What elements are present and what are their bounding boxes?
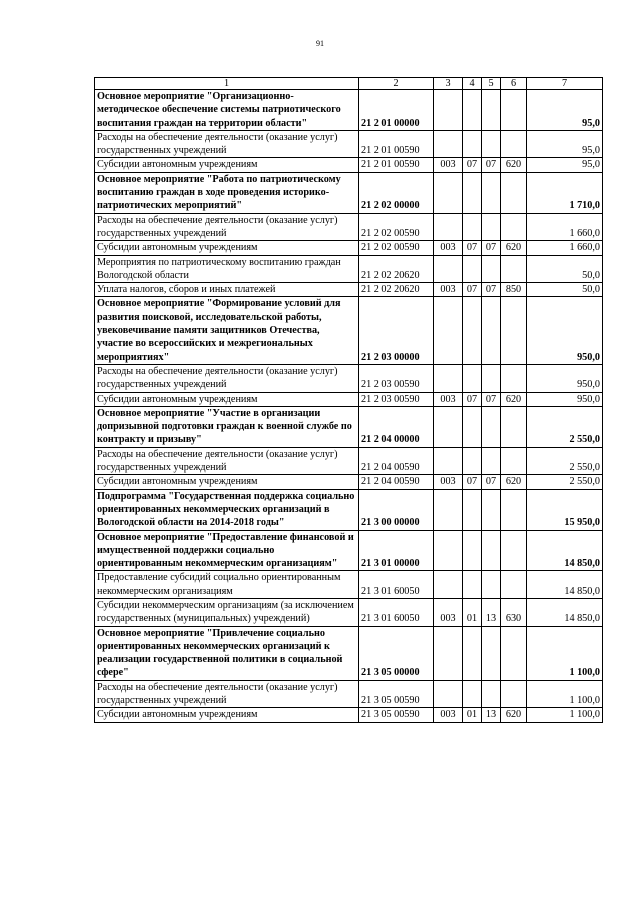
code-cell: 21 3 01 60050 bbox=[359, 571, 434, 599]
amount-cell: 14 850,0 bbox=[527, 530, 603, 571]
table-header-row bbox=[95, 78, 603, 90]
amount-cell: 950,0 bbox=[527, 297, 603, 364]
code-cell: 21 2 04 00000 bbox=[359, 406, 434, 447]
expense-type-cell bbox=[501, 90, 527, 131]
code-cell: 21 2 03 00590 bbox=[359, 364, 434, 392]
expense-type-cell: 620 bbox=[501, 158, 527, 172]
row-name-cell: Основное мероприятие "Привлечение социально ориентированных некоммерческих организаций к реализации государственной политики в социальной сфере" bbox=[95, 626, 359, 680]
admin-code-cell bbox=[434, 90, 463, 131]
expense-type-cell bbox=[501, 255, 527, 283]
table-row bbox=[95, 255, 603, 283]
table-row bbox=[95, 297, 603, 364]
code-cell: 21 3 01 00000 bbox=[359, 530, 434, 571]
table-row bbox=[95, 392, 603, 406]
amount-cell: 2 550,0 bbox=[527, 475, 603, 489]
admin-code-cell bbox=[434, 489, 463, 530]
amount-cell: 1 100,0 bbox=[527, 708, 603, 722]
amount-cell: 50,0 bbox=[527, 283, 603, 297]
code-cell: 21 2 01 00590 bbox=[359, 130, 434, 158]
table-row bbox=[95, 90, 603, 131]
amount-cell: 1 710,0 bbox=[527, 172, 603, 213]
row-name-cell: Расходы на обеспечение деятельности (оказание услуг) государственных учреждений bbox=[95, 447, 359, 475]
column-header: 5 bbox=[482, 78, 501, 90]
amount-cell: 2 550,0 bbox=[527, 447, 603, 475]
expense-type-cell bbox=[501, 447, 527, 475]
row-name-cell: Расходы на обеспечение деятельности (оказание услуг) государственных учреждений bbox=[95, 213, 359, 241]
row-name-cell: Субсидии автономным учреждениям bbox=[95, 708, 359, 722]
admin-code-cell: 003 bbox=[434, 475, 463, 489]
subsection-cell: 13 bbox=[482, 708, 501, 722]
section-cell bbox=[463, 447, 482, 475]
admin-code-cell: 003 bbox=[434, 708, 463, 722]
row-name-cell: Основное мероприятие "Предоставление финансовой и имущественной поддержки социально ориентированным некоммерческим организациям" bbox=[95, 530, 359, 571]
code-cell: 21 3 05 00590 bbox=[359, 680, 434, 708]
section-cell bbox=[463, 364, 482, 392]
section-cell: 07 bbox=[463, 158, 482, 172]
admin-code-cell bbox=[434, 571, 463, 599]
section-cell bbox=[463, 90, 482, 131]
expense-type-cell: 620 bbox=[501, 392, 527, 406]
table-row bbox=[95, 158, 603, 172]
amount-cell: 1 660,0 bbox=[527, 213, 603, 241]
table-row bbox=[95, 708, 603, 722]
column-header: 6 bbox=[501, 78, 527, 90]
page-number: 91 bbox=[316, 39, 324, 48]
amount-cell: 50,0 bbox=[527, 255, 603, 283]
amount-cell: 1 660,0 bbox=[527, 241, 603, 255]
subsection-cell: 07 bbox=[482, 283, 501, 297]
section-cell: 07 bbox=[463, 283, 482, 297]
row-name-cell: Субсидии некоммерческим организациям (за исключением государственных (муниципальных) учреждений) bbox=[95, 598, 359, 626]
table-row bbox=[95, 406, 603, 447]
table-row bbox=[95, 530, 603, 571]
row-name-cell: Расходы на обеспечение деятельности (оказание услуг) государственных учреждений bbox=[95, 130, 359, 158]
table-row bbox=[95, 475, 603, 489]
code-cell: 21 2 02 00590 bbox=[359, 213, 434, 241]
expense-type-cell: 620 bbox=[501, 475, 527, 489]
code-cell: 21 2 01 00590 bbox=[359, 158, 434, 172]
section-cell bbox=[463, 213, 482, 241]
budget-table bbox=[94, 77, 603, 723]
column-header: 3 bbox=[434, 78, 463, 90]
expense-type-cell bbox=[501, 364, 527, 392]
expense-type-cell: 850 bbox=[501, 283, 527, 297]
admin-code-cell: 003 bbox=[434, 283, 463, 297]
row-name-cell: Мероприятия по патриотическому воспитанию граждан Вологодской области bbox=[95, 255, 359, 283]
expense-type-cell bbox=[501, 489, 527, 530]
table-row bbox=[95, 364, 603, 392]
subsection-cell: 07 bbox=[482, 475, 501, 489]
row-name-cell: Основное мероприятие "Организационно-методическое обеспечение системы патриотического воспитания граждан на территории области" bbox=[95, 90, 359, 131]
column-header: 1 bbox=[95, 78, 359, 90]
table-row bbox=[95, 571, 603, 599]
expense-type-cell bbox=[501, 680, 527, 708]
subsection-cell bbox=[482, 213, 501, 241]
section-cell bbox=[463, 530, 482, 571]
code-cell: 21 2 02 00000 bbox=[359, 172, 434, 213]
row-name-cell: Подпрограмма "Государственная поддержка социально ориентированных некоммерческих организаций в Вологодской области на 2014-2018 годы" bbox=[95, 489, 359, 530]
code-cell: 21 2 01 00000 bbox=[359, 90, 434, 131]
admin-code-cell bbox=[434, 297, 463, 364]
amount-cell: 950,0 bbox=[527, 364, 603, 392]
subsection-cell bbox=[482, 297, 501, 364]
table-row bbox=[95, 172, 603, 213]
code-cell: 21 2 04 00590 bbox=[359, 447, 434, 475]
admin-code-cell: 003 bbox=[434, 241, 463, 255]
table-row bbox=[95, 680, 603, 708]
subsection-cell bbox=[482, 447, 501, 475]
subsection-cell bbox=[482, 364, 501, 392]
amount-cell: 95,0 bbox=[527, 130, 603, 158]
section-cell bbox=[463, 130, 482, 158]
code-cell: 21 2 04 00590 bbox=[359, 475, 434, 489]
row-name-cell: Основное мероприятие "Работа по патриотическому воспитанию граждан в ходе проведения историко-патриотических мероприятий" bbox=[95, 172, 359, 213]
subsection-cell bbox=[482, 406, 501, 447]
row-name-cell: Основное мероприятие "Участие в организации допризывной подготовки граждан к военной службе по контракту и призыву" bbox=[95, 406, 359, 447]
amount-cell: 1 100,0 bbox=[527, 626, 603, 680]
row-name-cell: Субсидии автономным учреждениям bbox=[95, 241, 359, 255]
expense-type-cell bbox=[501, 626, 527, 680]
row-name-cell: Субсидии автономным учреждениям bbox=[95, 158, 359, 172]
admin-code-cell: 003 bbox=[434, 392, 463, 406]
amount-cell: 14 850,0 bbox=[527, 598, 603, 626]
expense-type-cell: 620 bbox=[501, 241, 527, 255]
expense-type-cell bbox=[501, 172, 527, 213]
subsection-cell bbox=[482, 571, 501, 599]
amount-cell: 95,0 bbox=[527, 158, 603, 172]
section-cell bbox=[463, 255, 482, 283]
admin-code-cell bbox=[434, 406, 463, 447]
admin-code-cell bbox=[434, 530, 463, 571]
table-row bbox=[95, 241, 603, 255]
table-row bbox=[95, 447, 603, 475]
code-cell: 21 2 02 20620 bbox=[359, 283, 434, 297]
admin-code-cell bbox=[434, 213, 463, 241]
expense-type-cell bbox=[501, 571, 527, 599]
column-header: 7 bbox=[527, 78, 603, 90]
table-row bbox=[95, 213, 603, 241]
section-cell: 07 bbox=[463, 241, 482, 255]
subsection-cell: 13 bbox=[482, 598, 501, 626]
amount-cell: 2 550,0 bbox=[527, 406, 603, 447]
expense-type-cell bbox=[501, 213, 527, 241]
section-cell: 07 bbox=[463, 475, 482, 489]
amount-cell: 95,0 bbox=[527, 90, 603, 131]
admin-code-cell bbox=[434, 172, 463, 213]
table-row bbox=[95, 598, 603, 626]
expense-type-cell bbox=[501, 297, 527, 364]
section-cell bbox=[463, 489, 482, 530]
subsection-cell bbox=[482, 530, 501, 571]
expense-type-cell: 620 bbox=[501, 708, 527, 722]
table-row bbox=[95, 626, 603, 680]
section-cell bbox=[463, 626, 482, 680]
subsection-cell bbox=[482, 90, 501, 131]
code-cell: 21 3 05 00000 bbox=[359, 626, 434, 680]
amount-cell: 1 100,0 bbox=[527, 680, 603, 708]
subsection-cell: 07 bbox=[482, 158, 501, 172]
row-name-cell: Расходы на обеспечение деятельности (оказание услуг) государственных учреждений bbox=[95, 680, 359, 708]
subsection-cell bbox=[482, 255, 501, 283]
expense-type-cell bbox=[501, 530, 527, 571]
expense-type-cell bbox=[501, 406, 527, 447]
admin-code-cell bbox=[434, 626, 463, 680]
expense-type-cell: 630 bbox=[501, 598, 527, 626]
subsection-cell bbox=[482, 626, 501, 680]
section-cell bbox=[463, 406, 482, 447]
table-row bbox=[95, 283, 603, 297]
code-cell: 21 2 02 00590 bbox=[359, 241, 434, 255]
table-row bbox=[95, 489, 603, 530]
admin-code-cell bbox=[434, 255, 463, 283]
section-cell: 01 bbox=[463, 598, 482, 626]
row-name-cell: Уплата налогов, сборов и иных платежей bbox=[95, 283, 359, 297]
section-cell bbox=[463, 297, 482, 364]
code-cell: 21 3 01 60050 bbox=[359, 598, 434, 626]
subsection-cell bbox=[482, 680, 501, 708]
subsection-cell: 07 bbox=[482, 392, 501, 406]
section-cell: 01 bbox=[463, 708, 482, 722]
admin-code-cell bbox=[434, 130, 463, 158]
table-row bbox=[95, 130, 603, 158]
code-cell: 21 2 03 00000 bbox=[359, 297, 434, 364]
row-name-cell: Субсидии автономным учреждениям bbox=[95, 392, 359, 406]
admin-code-cell: 003 bbox=[434, 598, 463, 626]
subsection-cell bbox=[482, 172, 501, 213]
amount-cell: 14 850,0 bbox=[527, 571, 603, 599]
subsection-cell: 07 bbox=[482, 241, 501, 255]
code-cell: 21 2 03 00590 bbox=[359, 392, 434, 406]
admin-code-cell bbox=[434, 364, 463, 392]
amount-cell: 950,0 bbox=[527, 392, 603, 406]
row-name-cell: Предоставление субсидий социально ориентированным некоммерческим организациям bbox=[95, 571, 359, 599]
code-cell: 21 3 00 00000 bbox=[359, 489, 434, 530]
expense-type-cell bbox=[501, 130, 527, 158]
column-header: 2 bbox=[359, 78, 434, 90]
row-name-cell: Субсидии автономным учреждениям bbox=[95, 475, 359, 489]
column-header: 4 bbox=[463, 78, 482, 90]
admin-code-cell bbox=[434, 680, 463, 708]
subsection-cell bbox=[482, 489, 501, 530]
row-name-cell: Основное мероприятие "Формирование условий для развития поисковой, исследовательской работы, увековечивание памяти защитников Отечества, участие во всероссийских и межрегиональных мероприятиях" bbox=[95, 297, 359, 364]
amount-cell: 15 950,0 bbox=[527, 489, 603, 530]
admin-code-cell: 003 bbox=[434, 158, 463, 172]
row-name-cell: Расходы на обеспечение деятельности (оказание услуг) государственных учреждений bbox=[95, 364, 359, 392]
section-cell bbox=[463, 172, 482, 213]
section-cell bbox=[463, 571, 482, 599]
subsection-cell bbox=[482, 130, 501, 158]
section-cell bbox=[463, 680, 482, 708]
code-cell: 21 2 02 20620 bbox=[359, 255, 434, 283]
section-cell: 07 bbox=[463, 392, 482, 406]
code-cell: 21 3 05 00590 bbox=[359, 708, 434, 722]
admin-code-cell bbox=[434, 447, 463, 475]
